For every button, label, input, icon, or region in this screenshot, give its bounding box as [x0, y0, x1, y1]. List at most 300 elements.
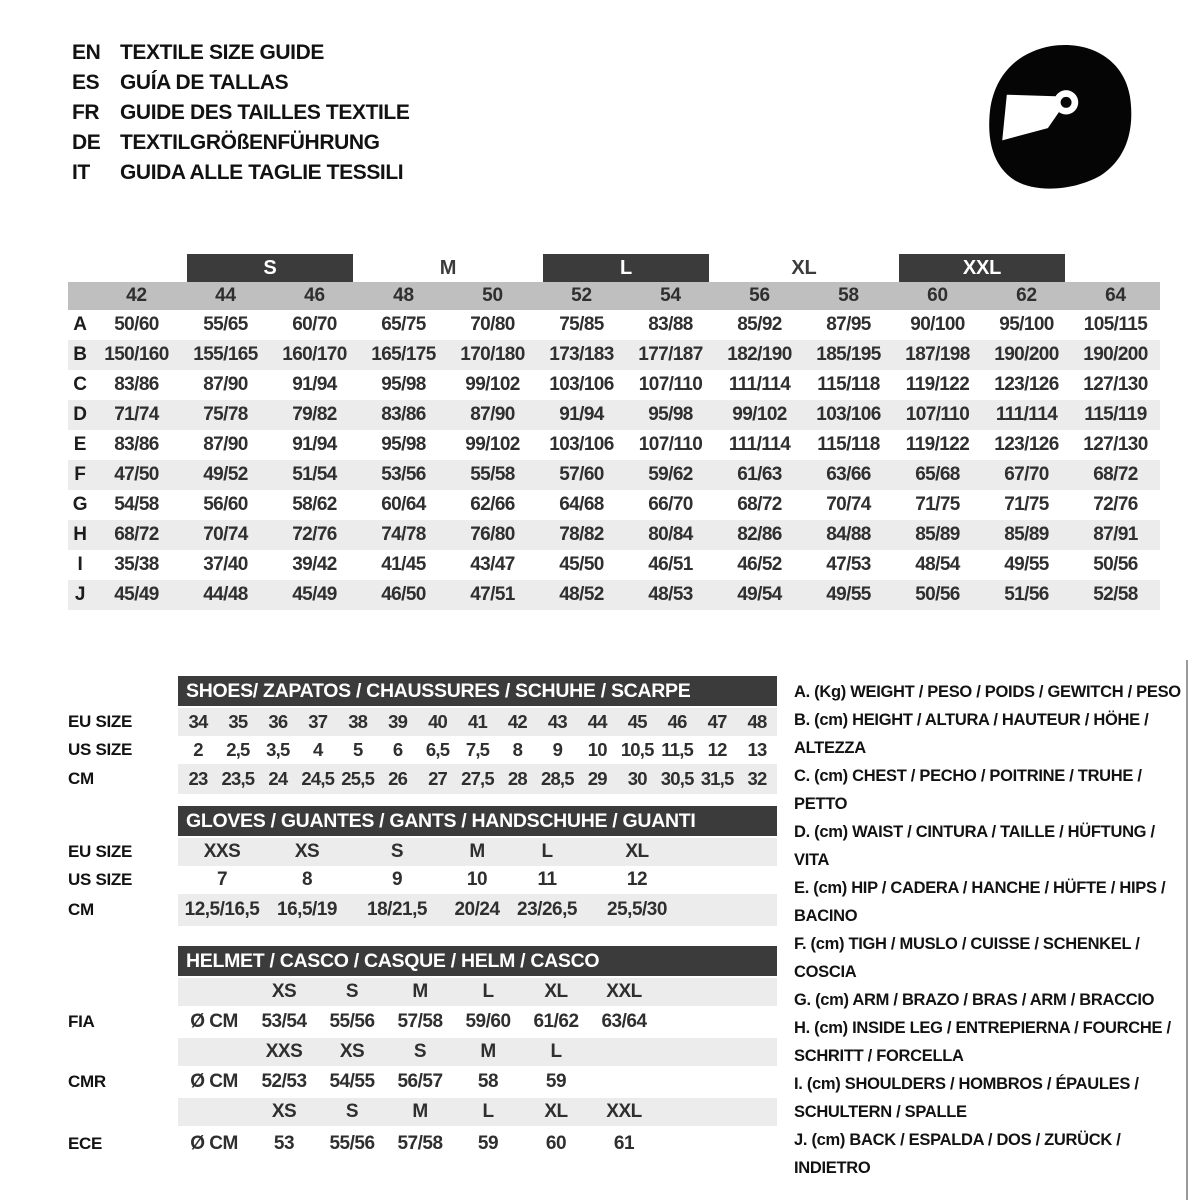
shoe-eu-size: 43 — [547, 711, 567, 732]
shoe-eu-size: 44 — [587, 711, 607, 732]
size-table-row-c — [68, 370, 1160, 400]
size-value: 78/82 — [559, 524, 604, 545]
shoe-us-size: 6,5 — [425, 739, 450, 760]
helmet-cmr-sizes — [178, 1038, 777, 1066]
language-row — [72, 98, 409, 128]
size-value: 91/94 — [292, 434, 337, 455]
glove-eu-size: XS — [294, 841, 320, 862]
shoe-cm-size: 30,5 — [660, 768, 694, 789]
helmet-ece-sizes-row — [68, 1098, 777, 1126]
guide-title-fr: GUIDE DES TAILLES TEXTILE — [120, 101, 410, 124]
size-value: 66/70 — [648, 494, 693, 515]
size-value: 87/95 — [826, 314, 871, 335]
size-value: 58/62 — [292, 494, 337, 515]
helmet-value: 52/53 — [261, 1071, 307, 1092]
size-value: 76/80 — [470, 524, 515, 545]
row-label: C — [73, 374, 87, 395]
empty-cell — [178, 1098, 250, 1126]
shoes-section — [68, 676, 777, 794]
size-value: 190/200 — [1083, 344, 1148, 365]
size-value: 51/54 — [292, 464, 337, 485]
gloves-cm-label: CM — [68, 900, 94, 919]
glove-eu-size: S — [390, 841, 404, 862]
helmet-size: S — [345, 1101, 359, 1122]
shoes-eu-values — [178, 708, 777, 736]
glove-us-size: 7 — [216, 869, 228, 890]
shoe-us-size: 12 — [707, 739, 727, 760]
size-value: 49/55 — [826, 584, 871, 605]
glove-us-size: 8 — [301, 869, 313, 890]
helmet-cmr-row — [68, 1066, 777, 1098]
shoe-cm-size: 24,5 — [301, 768, 335, 789]
diameter-label: Ø CM — [190, 1011, 238, 1032]
size-number-band — [68, 282, 1160, 310]
size-table-row-j — [68, 580, 1160, 610]
shoe-eu-size: 34 — [188, 711, 208, 732]
size-value: 103/106 — [549, 374, 614, 395]
glove-cm-size: 16,5/19 — [277, 899, 337, 920]
size-value: 39/42 — [292, 554, 337, 575]
size-value: 49/52 — [203, 464, 248, 485]
row-label: G — [72, 494, 88, 515]
helmet-cmr-values — [178, 1066, 777, 1098]
main-size-table — [68, 254, 1160, 610]
size-value: 187/198 — [905, 344, 970, 365]
glove-cm-size: 18/21,5 — [367, 899, 427, 920]
gloves-eu-label: EU SIZE — [68, 842, 133, 861]
shoe-cm-size: 29 — [587, 768, 607, 789]
size-number: 52 — [571, 285, 592, 306]
shoe-us-size: 3,5 — [266, 739, 290, 760]
empty-cell — [178, 978, 250, 1006]
language-row — [72, 38, 409, 68]
size-value: 43/47 — [470, 554, 515, 575]
glove-us-size: 9 — [391, 869, 403, 890]
helmet-value: 60 — [545, 1133, 567, 1154]
size-value: 79/82 — [292, 404, 337, 425]
size-value: 45/50 — [559, 554, 604, 575]
helmet-value: 61 — [613, 1133, 635, 1154]
size-number: 48 — [393, 285, 414, 306]
size-table-row-g — [68, 490, 1160, 520]
size-value: 48/52 — [559, 584, 604, 605]
glove-cm-size: 12,5/16,5 — [184, 899, 260, 920]
gloves-eu-values — [178, 838, 777, 866]
size-value: 115/118 — [817, 434, 880, 455]
size-value: 54/58 — [114, 494, 159, 515]
legend-item-d: D. (cm) WAIST / CINTURA / TAILLE / HÜFTUNG / VITA — [794, 823, 1155, 869]
empty-cell — [68, 282, 92, 310]
shoes-eu-row — [68, 708, 777, 736]
helmet-ece-sizes — [178, 1098, 777, 1126]
size-value: 87/90 — [203, 374, 248, 395]
helmet-value: 59 — [477, 1133, 499, 1154]
helmet-cmr-sizes-row — [68, 1038, 777, 1066]
size-value: 67/70 — [1004, 464, 1049, 485]
helmet-value: 59 — [545, 1071, 567, 1092]
size-number: 44 — [215, 285, 236, 306]
size-value: 57/60 — [559, 464, 604, 485]
size-value: 70/74 — [826, 494, 871, 515]
size-number: 42 — [126, 285, 147, 306]
shoe-eu-size: 39 — [388, 711, 408, 732]
glove-us-size: 10 — [466, 869, 488, 890]
size-value: 60/64 — [381, 494, 426, 515]
shoe-cm-size: 28,5 — [540, 768, 574, 789]
shoe-cm-size: 28 — [507, 768, 527, 789]
helmet-size: XXS — [265, 1041, 303, 1062]
empty-cell — [68, 978, 178, 1006]
shoe-us-size: 4 — [313, 739, 323, 760]
helmet-value: 55/56 — [329, 1011, 375, 1032]
language-code: IT — [72, 161, 90, 184]
helmet-value: 55/56 — [329, 1133, 375, 1154]
helmet-size: XXL — [606, 981, 642, 1002]
size-value: 55/65 — [203, 314, 248, 335]
shoe-us-size: 2,5 — [226, 739, 250, 760]
gloves-title-row — [68, 806, 777, 838]
size-table-row-i — [68, 550, 1160, 580]
helmet-value: 53/54 — [261, 1011, 307, 1032]
size-table-row-h — [68, 520, 1160, 550]
shoe-us-size: 5 — [352, 739, 363, 760]
size-value: 65/68 — [915, 464, 960, 485]
shoes-us-row — [68, 736, 777, 764]
size-value: 51/56 — [1004, 584, 1049, 605]
size-value: 68/72 — [1093, 464, 1138, 485]
shoe-us-size: 8 — [512, 739, 523, 760]
helmet-value: 54/55 — [329, 1071, 375, 1092]
size-value: 91/94 — [559, 404, 604, 425]
size-value: 85/89 — [915, 524, 960, 545]
helmet-value: 56/57 — [397, 1071, 443, 1092]
size-value: 41/45 — [381, 554, 426, 575]
size-value: 46/50 — [381, 584, 426, 605]
shoe-cm-size: 24 — [268, 768, 288, 789]
size-value: 46/52 — [737, 554, 782, 575]
size-value: 47/53 — [826, 554, 871, 575]
size-value: 72/76 — [1093, 494, 1138, 515]
size-table-row-a — [68, 310, 1160, 340]
size-value: 83/86 — [381, 404, 426, 425]
size-group-xl: XL — [791, 256, 817, 279]
shoe-us-size: 10 — [587, 739, 607, 760]
size-value: 99/102 — [465, 434, 520, 455]
shoe-cm-size: 27,5 — [461, 768, 494, 789]
shoe-eu-size: 38 — [348, 711, 368, 732]
size-value: 170/180 — [460, 344, 525, 365]
size-value: 80/84 — [648, 524, 693, 545]
helmet-value: 59/60 — [465, 1011, 511, 1032]
size-value: 35/38 — [114, 554, 159, 575]
glove-cm-size: 23/26,5 — [517, 899, 577, 920]
size-group-l: L — [543, 254, 709, 282]
size-value: 50/56 — [915, 584, 960, 605]
shoe-eu-size: 47 — [707, 711, 727, 732]
row-label: A — [73, 314, 87, 335]
size-value: 127/130 — [1083, 434, 1148, 455]
gloves-title-bar: GLOVES / GUANTES / GANTS / HANDSCHUHE / GUANTI — [178, 806, 777, 836]
size-value: 61/63 — [737, 464, 782, 485]
helmet-fia-sizes-row — [68, 978, 777, 1006]
size-value: 71/75 — [1004, 494, 1049, 515]
diameter-label: Ø CM — [190, 1071, 238, 1092]
size-value: 45/49 — [292, 584, 337, 605]
empty-cell — [68, 946, 178, 978]
size-table-row-e — [68, 430, 1160, 460]
glove-eu-size: M — [469, 841, 485, 862]
size-value: 63/66 — [826, 464, 871, 485]
size-value: 84/88 — [826, 524, 871, 545]
legend-item-a: A. (Kg) WEIGHT / PESO / POIDS / GEWITCH / PESO — [794, 683, 1181, 701]
shoes-title-bar: SHOES/ ZAPATOS / CHAUSSURES / SCHUHE / SCARPE — [178, 676, 777, 706]
language-row — [72, 68, 409, 98]
size-value: 46/51 — [648, 554, 693, 575]
size-value: 123/126 — [994, 434, 1059, 455]
helmet-value: 58 — [477, 1071, 499, 1092]
gloves-cm-values — [178, 894, 777, 926]
size-value: 119/122 — [905, 374, 970, 395]
helmet-size: L — [482, 981, 494, 1002]
size-value: 185/195 — [816, 344, 881, 365]
ece-label: ECE — [68, 1134, 103, 1153]
size-value: 119/122 — [905, 434, 970, 455]
shoe-cm-size: 25,5 — [341, 768, 375, 789]
helmet-ece-values — [178, 1126, 777, 1162]
shoe-eu-size: 40 — [428, 711, 448, 732]
helmet-size: XXL — [606, 1101, 642, 1122]
glove-cm-size: 25,5/30 — [607, 899, 667, 920]
shoe-us-size: 13 — [747, 739, 767, 760]
guide-title-de: TEXTILGRÖßENFÜHRUNG — [120, 131, 380, 154]
size-value: 111/114 — [995, 404, 1058, 425]
size-value: 65/75 — [381, 314, 426, 335]
row-label: F — [74, 464, 86, 485]
size-value: 71/75 — [915, 494, 960, 515]
shoe-eu-size: 45 — [627, 711, 647, 732]
size-table-row-b — [68, 340, 1160, 370]
size-value: 107/110 — [638, 374, 703, 395]
shoe-cm-size: 31,5 — [700, 768, 734, 789]
size-value: 82/86 — [737, 524, 782, 545]
size-value: 53/56 — [381, 464, 426, 485]
language-header — [72, 38, 409, 188]
legend-item-f: F. (cm) TIGH / MUSLO / CUISSE / SCHENKEL / COSCIA — [794, 935, 1140, 981]
size-value: 85/89 — [1004, 524, 1049, 545]
size-value: 72/76 — [292, 524, 337, 545]
gloves-us-label: US SIZE — [68, 870, 133, 889]
size-value: 68/72 — [114, 524, 159, 545]
size-value: 59/62 — [648, 464, 693, 485]
glove-us-size: 11 — [537, 869, 557, 890]
helmet-fia-sizes — [178, 978, 777, 1006]
size-value: 103/106 — [816, 404, 881, 425]
size-value: 48/54 — [915, 554, 960, 575]
shoe-eu-size: 48 — [747, 711, 767, 732]
size-value: 107/110 — [638, 434, 703, 455]
shoes-cm-label: CM — [68, 769, 94, 788]
size-value: 95/98 — [648, 404, 693, 425]
shoe-eu-size: 41 — [468, 711, 487, 732]
helmet-fia-row — [68, 1006, 777, 1038]
shoes-title-row — [68, 676, 777, 708]
size-value: 95/100 — [999, 314, 1054, 335]
size-value: 173/183 — [549, 344, 614, 365]
shoe-cm-size: 27 — [428, 768, 448, 789]
size-value: 90/100 — [910, 314, 965, 335]
size-number: 46 — [304, 285, 325, 306]
helmet-size: L — [482, 1101, 494, 1122]
size-value: 48/53 — [648, 584, 693, 605]
legend-item-j: J. (cm) BACK / ESPALDA / DOS / ZURÜCK / INDIETRO — [794, 1131, 1121, 1177]
size-value: 99/102 — [465, 374, 520, 395]
gloves-us-row — [68, 866, 777, 894]
shoe-cm-size: 26 — [388, 768, 408, 789]
size-value: 60/70 — [292, 314, 337, 335]
helmet-size: XS — [271, 1101, 297, 1122]
empty-cell — [68, 1098, 178, 1126]
shoe-cm-size: 23 — [188, 768, 208, 789]
diameter-label: Ø CM — [190, 1133, 238, 1154]
glove-eu-size: L — [541, 841, 553, 862]
size-value: 95/98 — [381, 434, 426, 455]
gloves-eu-row — [68, 838, 777, 866]
size-value: 75/85 — [559, 314, 604, 335]
shoe-us-size: 9 — [552, 739, 563, 760]
helmet-ece-row — [68, 1126, 777, 1162]
racing-helmet-icon — [984, 40, 1136, 192]
language-code: ES — [72, 71, 100, 94]
size-table-row-d — [68, 400, 1160, 430]
size-value: 50/60 — [114, 314, 159, 335]
gloves-section — [68, 806, 777, 926]
size-value: 45/49 — [114, 584, 159, 605]
empty-cell — [68, 676, 178, 708]
cmr-label: CMR — [68, 1072, 106, 1091]
size-number: 64 — [1105, 285, 1126, 306]
size-value: 115/118 — [817, 374, 880, 395]
size-value: 75/78 — [203, 404, 248, 425]
size-value: 99/102 — [732, 404, 787, 425]
size-value: 71/74 — [114, 404, 159, 425]
shoe-cm-size: 23,5 — [221, 768, 255, 789]
legend-item-e: E. (cm) HIP / CADERA / HANCHE / HÜFTE / HIPS / BACINO — [794, 879, 1166, 925]
gloves-us-values — [178, 866, 777, 894]
size-value: 55/58 — [470, 464, 515, 485]
size-value: 83/88 — [648, 314, 693, 335]
helmet-value: 57/58 — [397, 1133, 443, 1154]
shoe-us-size: 2 — [193, 739, 203, 760]
legend-item-g: G. (cm) ARM / BRAZO / BRAS / ARM / BRACCIO — [794, 991, 1155, 1009]
glove-eu-size: XL — [625, 841, 649, 862]
size-value: 123/126 — [994, 374, 1059, 395]
glove-us-size: 12 — [626, 869, 648, 890]
size-value: 47/51 — [470, 584, 515, 605]
row-label: B — [73, 344, 87, 365]
row-label: I — [77, 554, 83, 575]
helmet-section — [68, 946, 777, 1162]
size-value: 47/50 — [114, 464, 159, 485]
empty-cell — [68, 1038, 178, 1066]
shoe-us-size: 6 — [392, 739, 403, 760]
helmet-title-row — [68, 946, 777, 978]
page-edge-line — [1186, 660, 1188, 1200]
size-value: 87/91 — [1093, 524, 1138, 545]
size-number: 58 — [838, 285, 859, 306]
row-label: E — [73, 434, 87, 455]
size-value: 85/92 — [737, 314, 782, 335]
guide-title-it: GUIDA ALLE TAGLIE TESSILI — [120, 161, 404, 184]
shoe-eu-size: 46 — [667, 711, 687, 732]
helmet-fia-values — [178, 1006, 777, 1038]
size-value: 70/74 — [203, 524, 248, 545]
helmet-size: XL — [544, 981, 568, 1002]
size-value: 127/130 — [1083, 374, 1148, 395]
legend-item-i: I. (cm) SHOULDERS / HOMBROS / ÉPAULES / SCHULTERN / SPALLE — [794, 1075, 1139, 1121]
size-value: 103/106 — [549, 434, 614, 455]
shoe-cm-size: 30 — [627, 768, 647, 789]
size-number: 54 — [660, 285, 681, 306]
helmet-size: XL — [544, 1101, 568, 1122]
size-value: 115/119 — [1084, 404, 1147, 425]
legend-item-b: B. (cm) HEIGHT / ALTURA / HAUTEUR / HÖHE / ALTEZZA — [794, 711, 1149, 757]
size-number: 62 — [1016, 285, 1037, 306]
shoe-us-size: 11,5 — [661, 739, 694, 760]
fia-label: FIA — [68, 1012, 95, 1031]
size-value: 37/40 — [203, 554, 248, 575]
size-value: 83/86 — [114, 434, 159, 455]
glove-cm-size: 20/24 — [454, 899, 500, 920]
helmet-title-bar: HELMET / CASCO / CASQUE / HELM / CASCO — [178, 946, 777, 976]
size-number: 56 — [749, 285, 770, 306]
size-value: 150/160 — [104, 344, 169, 365]
size-value: 177/187 — [638, 344, 703, 365]
size-value: 56/60 — [203, 494, 248, 515]
helmet-size: M — [480, 1041, 496, 1062]
size-value: 91/94 — [292, 374, 337, 395]
language-code: EN — [72, 41, 101, 64]
size-value: 62/66 — [470, 494, 515, 515]
language-row — [72, 158, 409, 188]
size-value: 111/114 — [728, 434, 791, 455]
size-value: 165/175 — [371, 344, 436, 365]
size-number: 60 — [927, 285, 948, 306]
language-code: DE — [72, 131, 101, 154]
size-value: 95/98 — [381, 374, 426, 395]
size-group-m: M — [439, 256, 457, 279]
shoes-us-values — [178, 736, 777, 764]
shoe-us-size: 10,5 — [620, 739, 654, 760]
legend-item-h: H. (cm) INSIDE LEG / ENTREPIERNA / FOURCHE / SCHRITT / FORCELLA — [794, 1019, 1171, 1065]
size-value: 49/54 — [737, 584, 782, 605]
shoe-cm-size: 32 — [747, 768, 767, 789]
shoe-eu-size: 37 — [308, 711, 328, 732]
empty-cell — [178, 1038, 250, 1066]
shoes-cm-row — [68, 764, 777, 794]
helmet-value: 63/64 — [601, 1011, 647, 1032]
helmet-size: XS — [271, 981, 297, 1002]
shoes-us-label: US SIZE — [68, 740, 133, 759]
helmet-value: 57/58 — [397, 1011, 443, 1032]
size-group-row — [68, 254, 1160, 282]
measurement-legend — [794, 678, 1190, 1182]
glove-eu-size: XXS — [203, 841, 241, 862]
size-value: 87/90 — [203, 434, 248, 455]
size-value: 111/114 — [728, 374, 791, 395]
size-number: 50 — [482, 285, 503, 306]
helmet-value: 53 — [273, 1133, 295, 1154]
language-row — [72, 128, 409, 158]
